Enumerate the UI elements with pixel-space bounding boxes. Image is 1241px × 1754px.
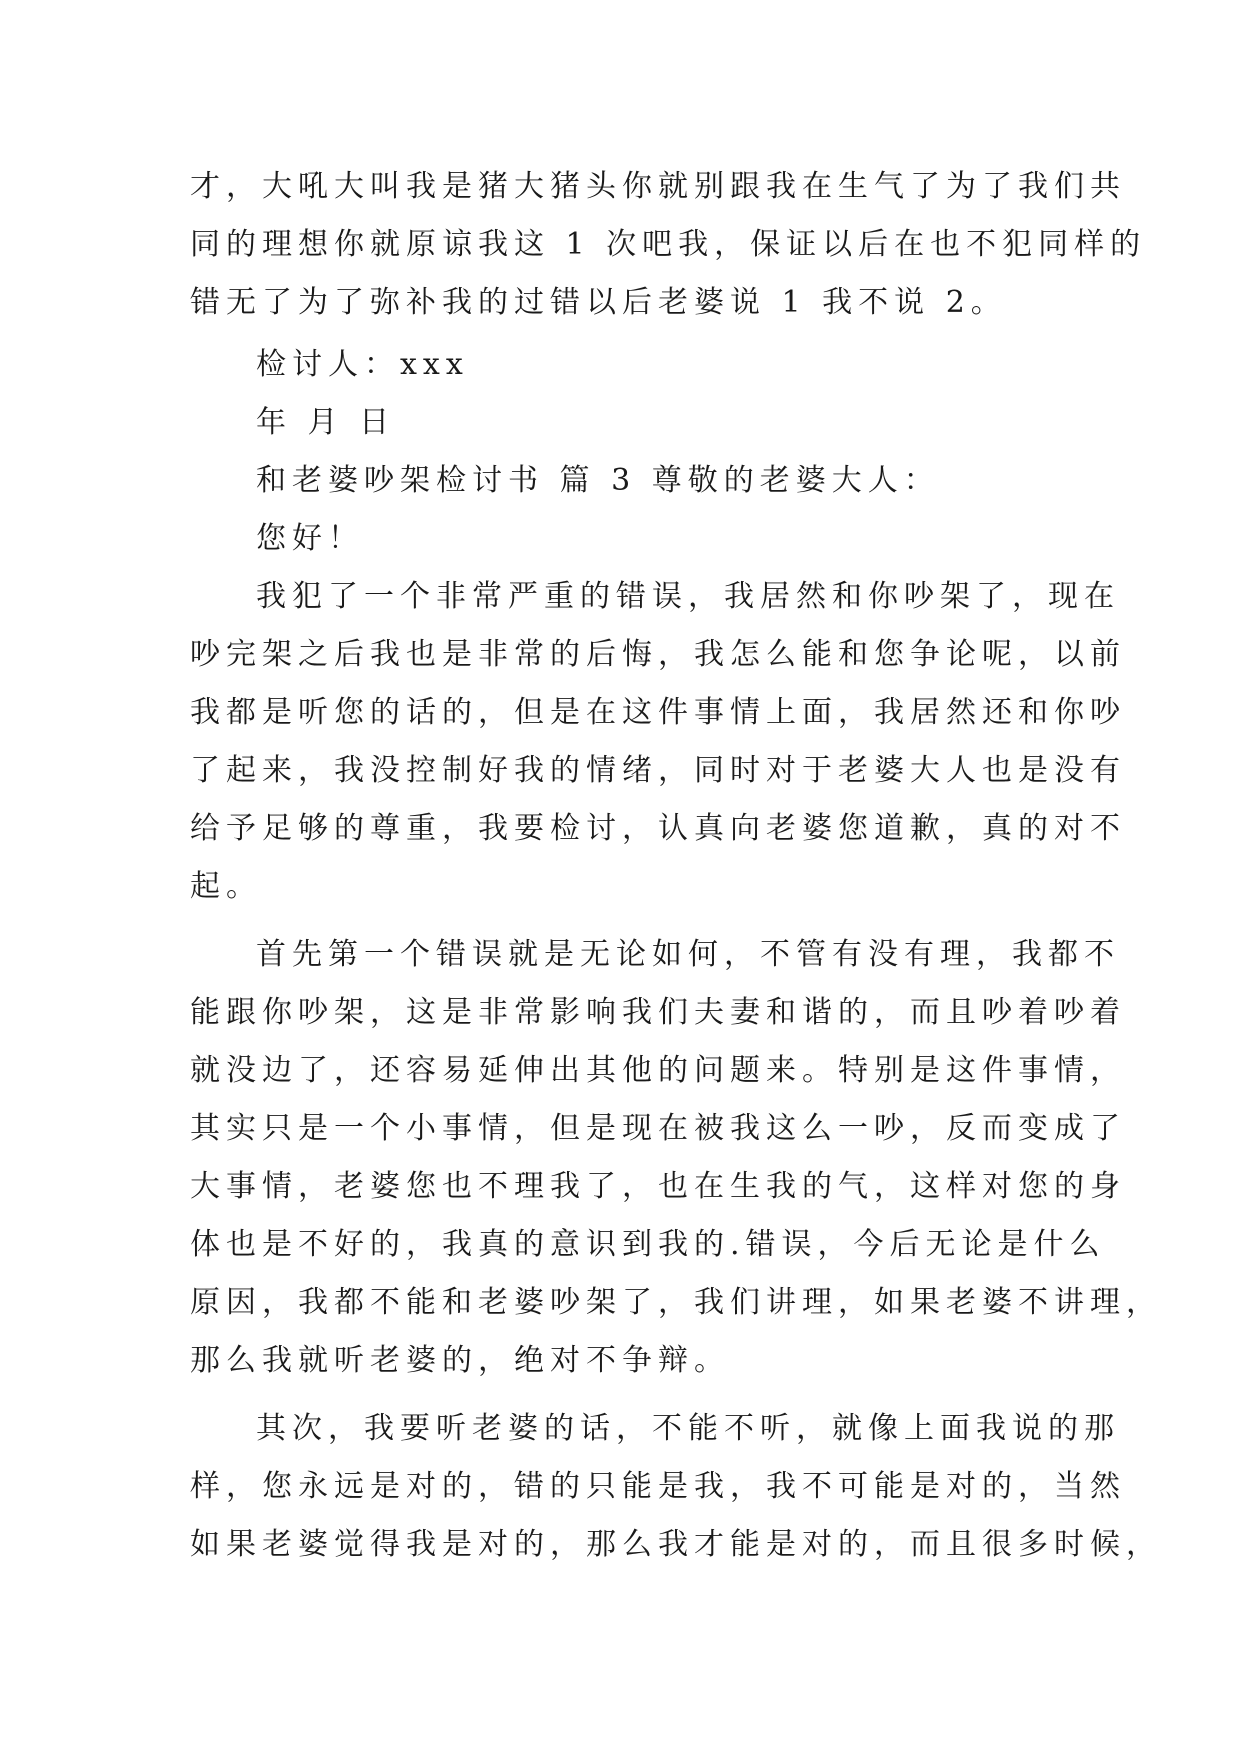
paragraph-first-mistake: [190, 926, 1162, 1390]
paragraph-line: 其实只是一个小事情，但是现在被我这么一吵，反而变成了: [190, 1111, 1126, 1146]
paragraph-line: 样，您永远是对的，错的只能是我，我不可能是对的，当然: [190, 1469, 1126, 1504]
paragraph-line: 同的理想你就原谅我这 1 次吧我，保证以后在也不犯同样的: [190, 227, 1147, 262]
paragraph-line: 吵完架之后我也是非常的后悔，我怎么能和您争论呢，以前: [190, 637, 1126, 672]
date-line: 年 月 日: [256, 405, 396, 440]
paragraph-apology: [190, 568, 1126, 916]
paragraph-line: 大事情，老婆您也不理我了，也在生我的气，这样对您的身: [190, 1169, 1126, 1204]
section-heading: 和老婆吵架检讨书 篇 3 尊敬的老婆大人：: [256, 463, 940, 498]
paragraph-line: 原因，我都不能和老婆吵架了，我们讲理，如果老婆不讲理，: [190, 1285, 1162, 1320]
paragraph-line: 那么我就听老婆的，绝对不争辩。: [190, 1343, 730, 1378]
paragraph-line: 首先第一个错误就是无论如何，不管有没有理，我都不: [256, 937, 1120, 972]
paragraph-line: 就没边了，还容易延伸出其他的问题来。特别是这件事情，: [190, 1053, 1126, 1088]
paragraph-continuation: [190, 158, 1147, 332]
paragraph-line: 体也是不好的，我真的意识到我的.错误，今后无论是什么: [190, 1227, 1106, 1262]
paragraph-line: 错无了为了弥补我的过错以后老婆说 1 我不说 2。: [190, 285, 1007, 320]
greeting-line: 您好！: [256, 521, 364, 556]
paragraph-line: 给予足够的尊重，我要检讨，认真向老婆您道歉，真的对不: [190, 811, 1126, 846]
paragraph-line: 才，大吼大叫我是猪大猪头你就别跟我在生气了为了我们共: [190, 169, 1126, 204]
paragraph-second-point: [190, 1400, 1162, 1574]
signer-line: 检讨人：xxx: [256, 347, 469, 382]
paragraph-line: 我犯了一个非常严重的错误，我居然和你吵架了，现在: [256, 579, 1120, 614]
paragraph-line: 我都是听您的话的，但是在这件事情上面，我居然还和你吵: [190, 695, 1126, 730]
paragraph-line: 起。: [190, 869, 262, 904]
document-body: [190, 158, 1162, 1574]
paragraph-line: 了起来，我没控制好我的情绪，同时对于老婆大人也是没有: [190, 753, 1126, 788]
paragraph-line: 其次，我要听老婆的话，不能不听，就像上面我说的那: [256, 1411, 1120, 1446]
paragraph-line: 如果老婆觉得我是对的，那么我才能是对的，而且很多时候，: [190, 1527, 1162, 1562]
paragraph-line: 能跟你吵架，这是非常影响我们夫妻和谐的，而且吵着吵着: [190, 995, 1126, 1030]
